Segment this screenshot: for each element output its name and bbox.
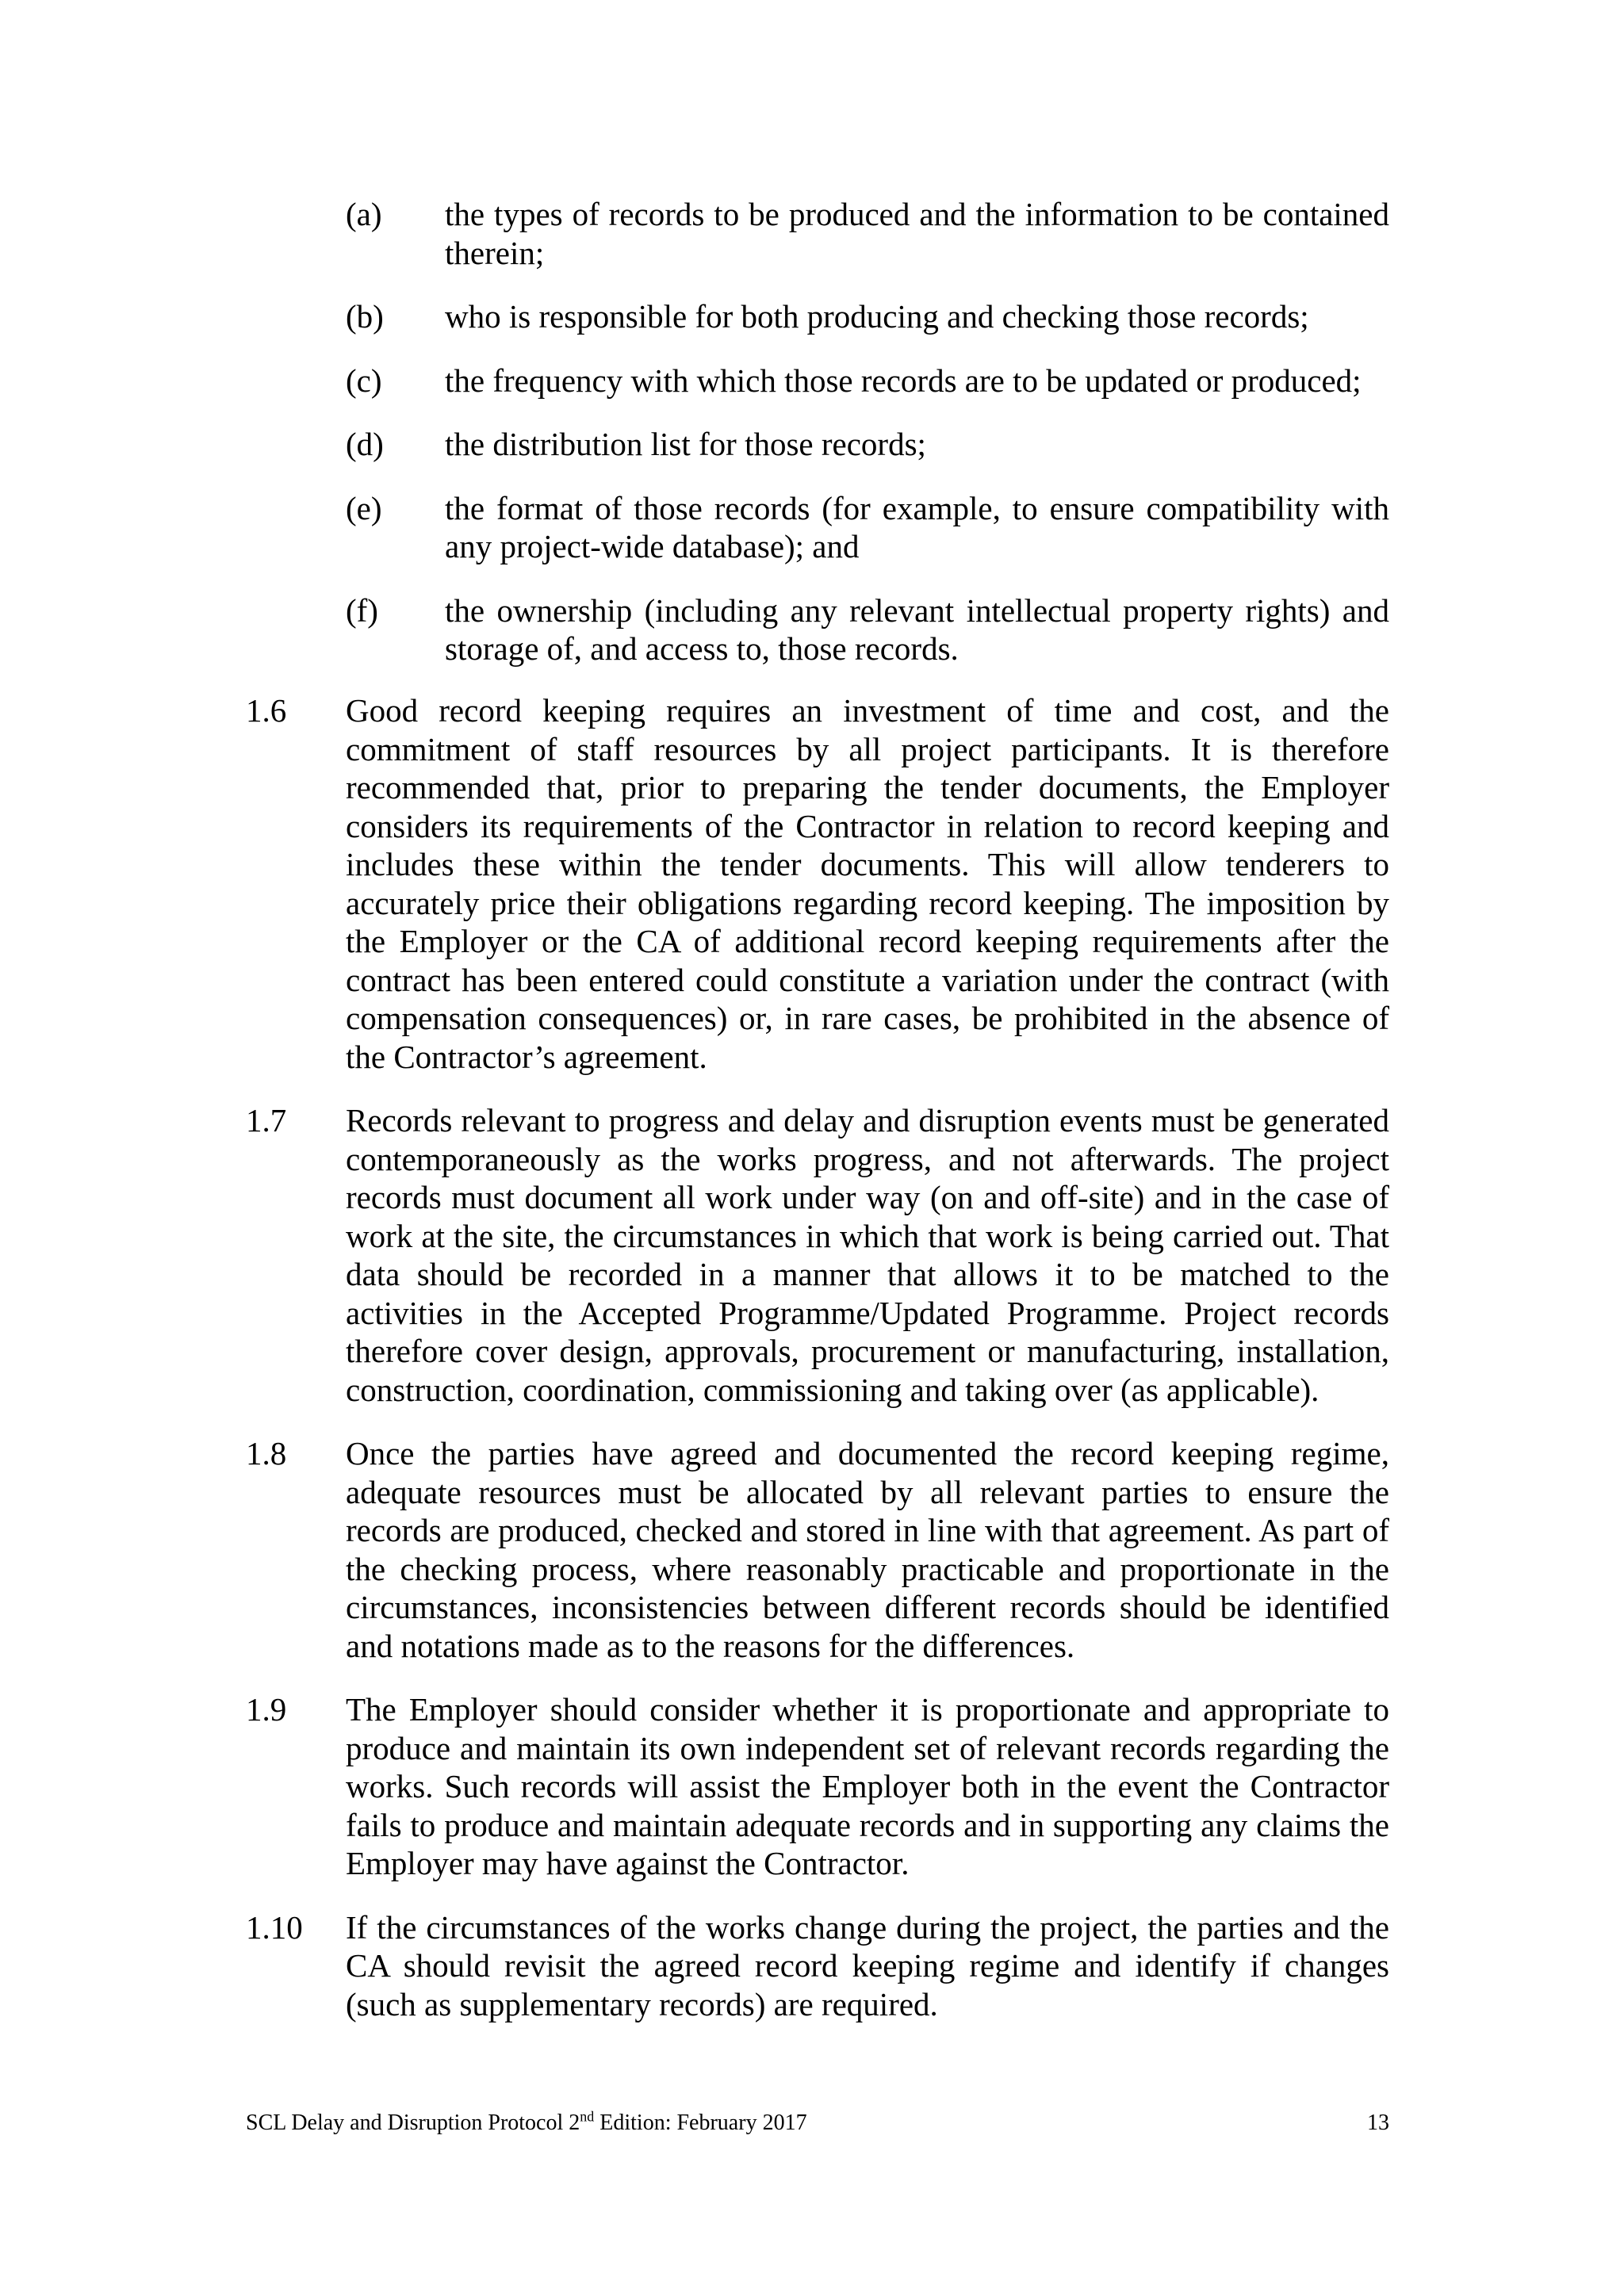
footer-title-superscript: nd [580, 2108, 595, 2125]
paragraph-number: 1.7 [246, 1102, 287, 1138]
sub-item [346, 489, 1389, 566]
paragraph-number: 1.9 [246, 1691, 287, 1728]
sub-item-list [346, 195, 1389, 694]
paragraph-number: 1.6 [246, 692, 287, 729]
paragraph-text: Records relevant to progress and delay and disruption events must be generated contemporaneously as the works progress, and not afterwards. The project records must document all work under way (on and off-site) and in the case of work at the site, the circumstances in which that work is being carried out. That data should be recorded in a manner that allows it to be matched to the activities in the Accepted Programme/Updated Programme. Project records therefore cover design, approvals, procurement or manufacturing, installation, construction, coordination, commissioning and taking over (as applicable). [346, 1102, 1389, 1408]
paragraph-text: The Employer should consider whether it is proportionate and appropriate to produce and maintain its own independent set of relevant records regarding the works. Such records will assist the Employer both in the event the Contractor fails to produce and maintain adequate records and in supporting any claims the Employer may have against the Contractor. [346, 1691, 1389, 1881]
sub-item-label: (c) [346, 362, 382, 399]
paragraph-1-9 [246, 1690, 1389, 1883]
paragraph-1-8 [246, 1434, 1389, 1665]
numbered-paragraphs [246, 691, 1389, 2049]
sub-item-label: (d) [346, 426, 384, 462]
sub-item-label: (e) [346, 489, 382, 526]
paragraph-number: 1.10 [246, 1908, 303, 1946]
paragraph-text: If the circumstances of the works change during the project, the parties and the CA should revisit the agreed record keeping regime and identify if changes (such as supplementary records) are required. [346, 1908, 1389, 2022]
sub-item-label: (a) [346, 196, 382, 232]
sub-item-text: the distribution list for those records; [445, 426, 926, 462]
page-footer [246, 2110, 1389, 2137]
sub-item [346, 297, 1389, 336]
sub-item-text: the ownership (including any relevant intellectual property rights) and storage of, and access to, those records. [445, 591, 1389, 667]
paragraph-number: 1.8 [246, 1435, 287, 1471]
footer-title [246, 2110, 807, 2137]
sub-item-text: the frequency with which those records are to be updated or produced; [445, 362, 1362, 399]
paragraph-text: Good record keeping requires an investment of time and cost, and the commitment of staff resources by all project participants. It is therefore recommended that, prior to preparing the tender documents, the Employer considers its requirements of the Contractor in relation to record keeping and includes these within the tender documents. This will allow tenderers to accurately price their obligations regarding record keeping. The imposition by the Employer or the CA of additional record keeping requirements after the contract has been entered could constitute a variation under the contract (with compensation consequences) or, in rare cases, be prohibited in the absence of the Contractor’s agreement. [346, 692, 1389, 1075]
sub-item [346, 195, 1389, 272]
footer-title-main: SCL Delay and Disruption Protocol 2 [246, 2110, 580, 2135]
paragraph-1-6 [246, 691, 1389, 1076]
sub-item [346, 591, 1389, 668]
footer-title-rest: Edition: February 2017 [594, 2110, 807, 2135]
sub-item-label: (f) [346, 591, 378, 629]
paragraph-text: Once the parties have agreed and documented the record keeping regime, adequate resources must be allocated by all relevant parties to ensure the records are produced, checked and stored in line with that agreement. As part of the checking process, where reasonably practicable and proportionate in the circumstances, inconsistencies between different records should be identified and notations made as to the reasons for the differences. [346, 1435, 1389, 1664]
sub-item-text: who is responsible for both producing and checking those records; [445, 298, 1309, 335]
paragraph-1-7 [246, 1101, 1389, 1409]
sub-item-label: (b) [346, 298, 384, 335]
page-number: 13 [1367, 2110, 1389, 2135]
sub-item-text: the types of records to be produced and the information to be contained therein; [445, 196, 1389, 271]
sub-item [346, 425, 1389, 464]
sub-item-text: the format of those records (for example, to ensure compatibility with any project-wide database); and [445, 489, 1389, 564]
paragraph-1-10 [246, 1908, 1389, 2024]
sub-item [346, 362, 1389, 400]
